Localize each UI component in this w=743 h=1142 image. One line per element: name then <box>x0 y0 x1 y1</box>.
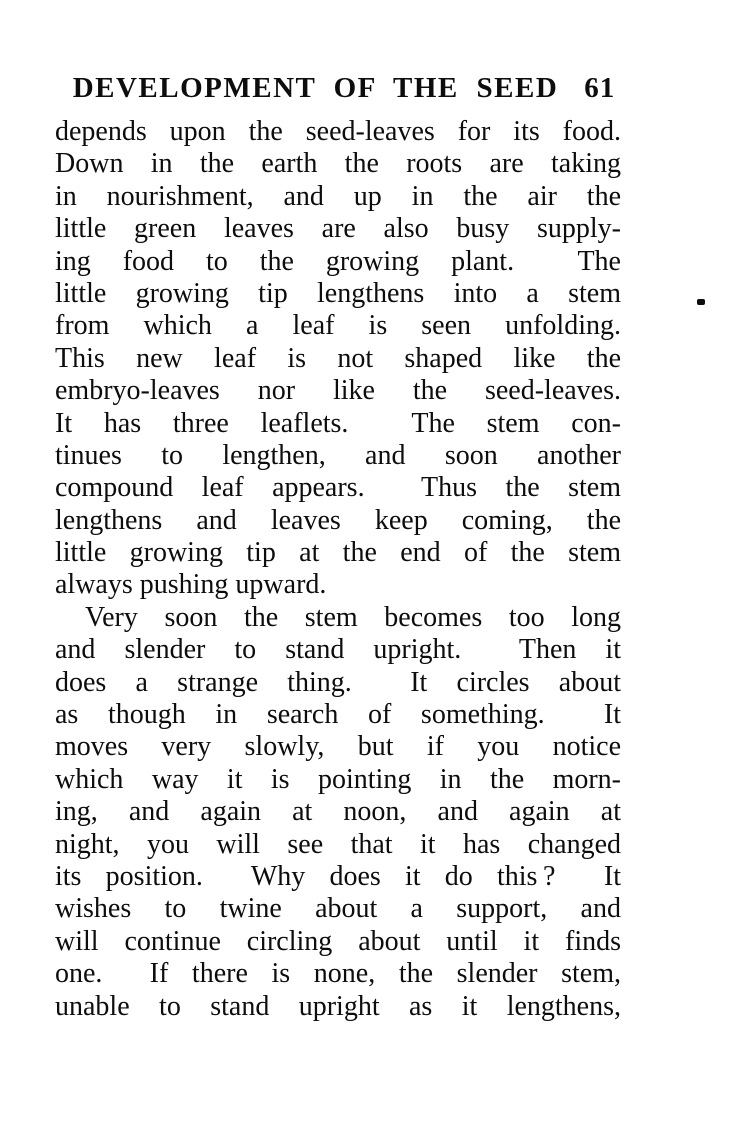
text-line: does a strange thing. It circles about <box>55 666 621 698</box>
page-body <box>55 116 621 1023</box>
text-line: moves very slowly, but if you notice <box>55 731 621 763</box>
text-line: depends upon the seed-leaves for its food. <box>55 116 621 147</box>
text-line: It has three leaflets. The stem con- <box>55 407 621 439</box>
text-line: from which a leaf is seen unfolding. <box>55 310 621 342</box>
text-line: will continue circling about until it finds <box>55 925 621 957</box>
text-line: embryo-leaves nor like the seed-leaves. <box>55 375 621 407</box>
text-line: Down in the earth the roots are taking <box>55 148 621 180</box>
text-line: wishes to twine about a support, and <box>55 893 621 925</box>
text-line: as though in search of something. It <box>55 699 621 731</box>
running-header <box>55 72 633 105</box>
text-line: lengthens and leaves keep coming, the <box>55 504 621 536</box>
text-line: tinues to lengthen, and soon another <box>55 439 621 471</box>
text-line: ing food to the growing plant. The <box>55 245 621 277</box>
text-line: one. If there is none, the slender stem, <box>55 958 621 990</box>
text-line: This new leaf is not shaped like the <box>55 342 621 374</box>
text-line: night, you will see that it has changed <box>55 828 621 860</box>
text-line: unable to stand upright as it lengthens, <box>55 990 621 1022</box>
text-line: in nourishment, and up in the air the <box>55 180 621 212</box>
ink-speck <box>697 299 705 305</box>
text-line: ing, and again at noon, and again at <box>55 796 621 828</box>
text-line: and slender to stand upright. Then it <box>55 634 621 666</box>
text-line: little growing tip lengthens into a stem <box>55 277 621 309</box>
text-line: its position. Why does it do this ? It <box>55 860 621 892</box>
text-line: which way it is pointing in the morn- <box>55 763 621 795</box>
text-line: little green leaves are also busy supply- <box>55 213 621 245</box>
text-line: always pushing upward. <box>55 569 327 601</box>
text-line: Very soon the stem becomes too long <box>85 601 621 633</box>
page-number: 61 <box>584 72 616 104</box>
chapter-title: DEVELOPMENT OF THE SEED <box>72 72 559 104</box>
text-line: little growing tip at the end of the stem <box>55 537 621 569</box>
text-line: compound leaf appears. Thus the stem <box>55 472 621 504</box>
